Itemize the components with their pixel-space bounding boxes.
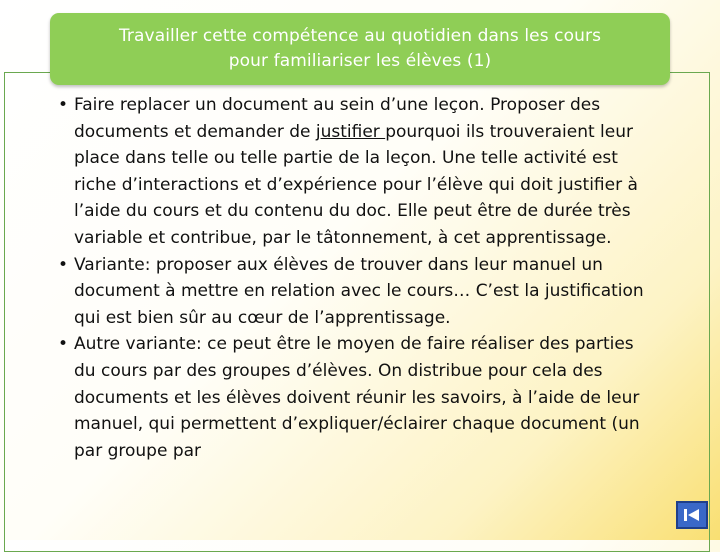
back-to-start-icon [681,506,703,524]
bullet-2-text: Variante: proposer aux élèves de trouver dans leur manuel un document à mettre en relation avec le cours… C’est la justification qui est bien sûr au cœur de l’apprentissage. [74,254,644,328]
bullet-3-text: Autre variante: ce peut être le moyen de faire réaliser des parties du cours par des groupes d’élèves. On distribue pour cela des documents et les élèves doivent réunir les savoirs, à l’aide de leur manuel, qui permettent d’expliquer/éclairer chaque document (un par groupe par [74,334,640,461]
bullet-1-text-start: Faire replacer un document au sein d’une leçon. Proposer des documents et demander de [74,95,601,142]
back-to-start-button[interactable] [676,501,708,529]
slide-title [119,24,601,74]
slide-title-line-1: Travailler cette compétence au quotidien dans les cours [118,26,602,46]
slide-body [56,92,656,464]
bullet-1-text-end: pourquoi ils trouveraient leur place dans telle ou telle partie de la leçon. Une telle activité est riche d’interactions et d’expérience pour l’élève qui doit justifier à l’aide du cours et du contenu du doc. Elle peut être de durée très variable et contribue, par le tâtonnement, à cet apprentissage. [74,121,638,248]
title-banner [50,13,670,85]
slide-title-line-2: pour familiariser les élèves (1) [228,51,492,71]
underlined-word: justifier [315,121,386,142]
bullet-item [56,252,656,332]
bullet-item [56,92,656,252]
bullet-item [56,331,656,464]
